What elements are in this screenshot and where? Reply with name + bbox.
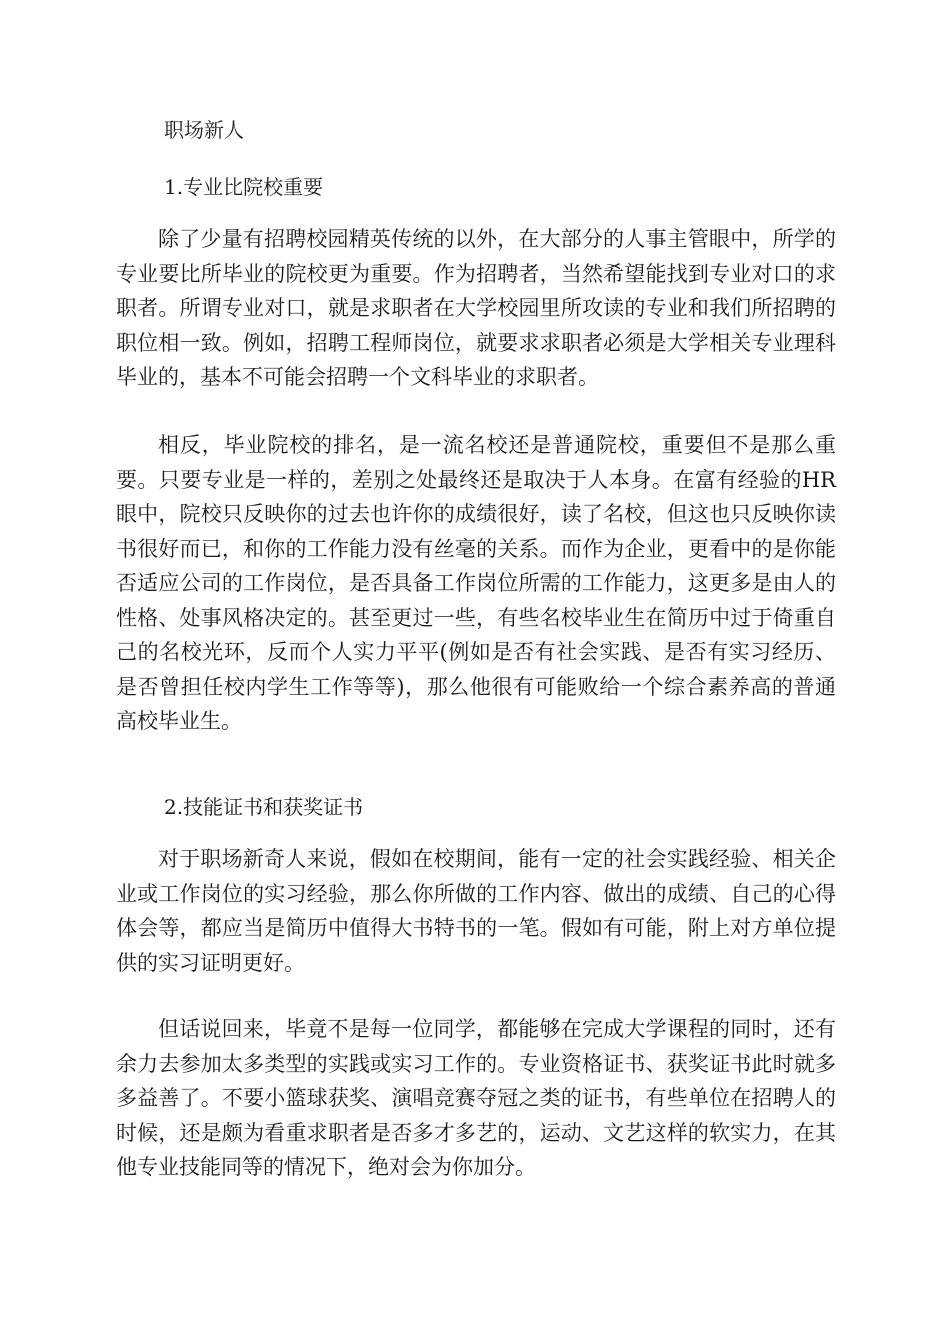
section-2-heading: 2.技能证书和获奖证书 <box>164 795 364 819</box>
section-title: 职场新人 <box>164 118 244 142</box>
section-2-paragraph-2: 但话说回来，毕竟不是每一位同学，都能够在完成大学课程的同时，还有余力去参加太多类型的实践或实习工作的。专业资格证书、获奖证书此时就多多益善了。不要小篮球获奖、演唱竞赛夺冠之类的证书，有些单位在招聘人的时候，还是颇为看重求职者是否多才多艺的，运动、文艺这样的软实力，在其他专业技能同等的情况下，绝对会为你加分。 <box>116 1017 836 1179</box>
section-1-paragraph-2: 相反，毕业院校的排名，是一流名校还是普通院校，重要但不是那么重要。只要专业是一样的，差别之处最终还是取决于人本身。在富有经验的HR眼中，院校只反映你的过去也许你的成绩很好，读了名校，但这也只反映你读书很好而已，和你的工作能力没有丝毫的关系。而作为企业，更看中的是你能否适应公司的工作岗位，是否具备工作岗位所需的工作能力，这更多是由人的性格、处事风格决定的。甚至更过一些，有些名校毕业生在简历中过于倚重自己的名校光环，反而个人实力平平(例如是否有社会实践、是否有实习经历、是否曾担任校内学生工作等等)，那么他很有可能败给一个综合素养高的普通高校毕业生。 <box>116 433 836 733</box>
section-2-paragraph-1: 对于职场新奇人来说，假如在校期间，能有一定的社会实践经验、相关企业或工作岗位的实习经验，那么你所做的工作内容、做出的成绩、自己的心得体会等，都应当是简历中值得大书特书的一笔。假如有可能，附上对方单位提供的实习证明更好。 <box>116 847 836 975</box>
section-1-heading: 1.专业比院校重要 <box>164 175 324 199</box>
section-1-paragraph-1: 除了少量有招聘校园精英传统的以外，在大部分的人事主管眼中，所学的专业要比所毕业的院校更为重要。作为招聘者，当然希望能找到专业对口的求职者。所谓专业对口，就是求职者在大学校园里所攻读的专业和我们所招聘的职位相一致。例如，招聘工程师岗位，就要求求职者必须是大学相关专业理科毕业的，基本不可能会招聘一个文科毕业的求职者。 <box>116 227 836 389</box>
